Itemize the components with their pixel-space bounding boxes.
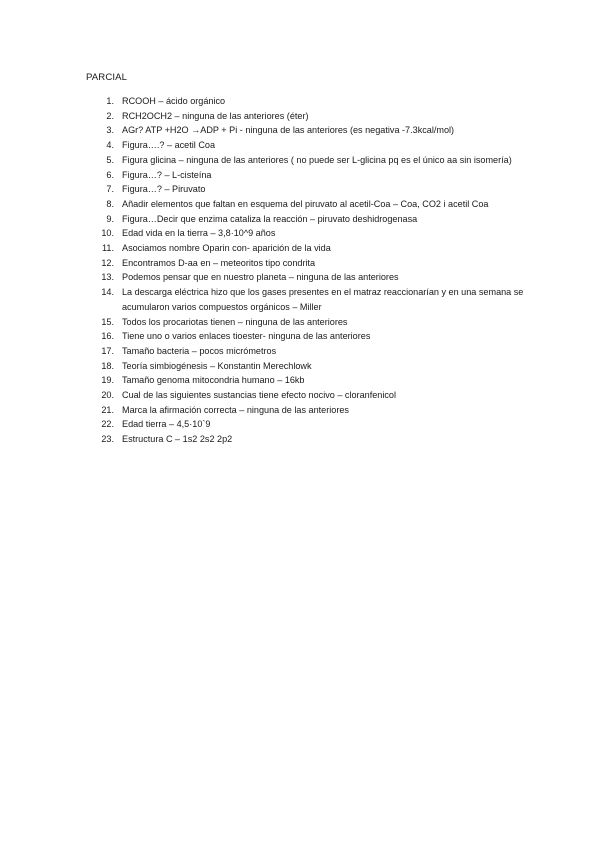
list-item-number: 16. xyxy=(101,331,114,342)
list-item-number: 20. xyxy=(101,390,114,401)
list-item-number: 17. xyxy=(101,345,114,356)
list-item-number: 22. xyxy=(101,419,114,430)
list-item xyxy=(86,197,526,212)
list-item xyxy=(86,359,526,374)
list-item xyxy=(86,373,526,388)
list-item-text: Tamaño genoma mitocondria humano – 16kb xyxy=(122,375,305,386)
list-item-text: Tiene uno o varios enlaces tioester- ninguna de las anteriores xyxy=(122,331,371,342)
list-item-text: Marca la afirmación correcta – ninguna de las anteriores xyxy=(122,404,349,415)
list-item-text: RCOOH – ácido orgánico xyxy=(122,96,226,106)
list-item-text: Figura glicina – ninguna de las anteriores ( no puede ser L-glicina pq es el único aa sin isomería) xyxy=(122,154,512,165)
list-item-number: 6. xyxy=(106,169,114,180)
list-item xyxy=(86,388,526,403)
list-item-number: 11. xyxy=(102,243,114,254)
list-item-number: 15. xyxy=(101,316,114,327)
list-item-text: Figura…? – L-cisteína xyxy=(122,169,212,180)
list-item xyxy=(86,138,526,153)
list-item xyxy=(86,123,526,138)
list-item xyxy=(86,212,526,227)
list-item-text: Cual de las siguientes sustancias tiene efecto nocivo – cloranfenicol xyxy=(122,390,396,401)
list-item-text: Todos los procariotas tienen – ninguna de las anteriores xyxy=(122,316,348,327)
list-item-text: Asociamos nombre Oparin con- aparición de la vida xyxy=(122,243,331,254)
list-item xyxy=(86,256,526,271)
list-item-text: La descarga eléctrica hizo que los gases presentes en el matraz reaccionarían y en una semana se acumularon varios compuestos orgánicos – Miller xyxy=(122,287,524,312)
list-item-number: 12. xyxy=(101,257,114,268)
list-item-text: Figura….? – acetil Coa xyxy=(122,140,216,151)
list-item-number: 7. xyxy=(106,184,114,195)
list-item xyxy=(86,226,526,241)
list-item-text: Figura…Decir que enzima cataliza la reacción – piruvato deshidrogenasa xyxy=(122,213,418,224)
list-item-number: 1. xyxy=(106,96,114,106)
list-item-text: Teoría simbiogénesis – Konstantin Merechlowk xyxy=(122,360,312,371)
list-item-number: 2. xyxy=(106,110,114,121)
list-item xyxy=(86,329,526,344)
list-item-number: 10. xyxy=(101,228,114,239)
list-item-number: 8. xyxy=(106,198,114,209)
list-item-number: 4. xyxy=(106,140,114,151)
list-item-text: Añadir elementos que faltan en esquema del piruvato al acetil-Coa – Coa, CO2 i acetil Coa xyxy=(122,198,489,209)
list-item-text: RCH2OCH2 – ninguna de las anteriores (éter) xyxy=(122,110,309,121)
list-item-text: Edad tierra – 4,5·10`9 xyxy=(122,419,211,430)
question-list xyxy=(86,94,526,447)
list-item-text: Estructura C – 1s2 2s2 2p2 xyxy=(122,434,233,445)
list-item xyxy=(86,344,526,359)
list-item-number: 14. xyxy=(101,287,114,298)
list-item-number: 5. xyxy=(106,154,114,165)
list-item xyxy=(86,241,526,256)
list-item xyxy=(86,285,526,314)
list-item-number: 3. xyxy=(106,125,114,136)
list-item xyxy=(86,270,526,285)
list-item-text: Figura…? – Piruvato xyxy=(122,184,206,195)
list-item xyxy=(86,168,526,183)
list-item-number: 23. xyxy=(101,434,114,445)
list-item-number: 13. xyxy=(101,272,114,283)
list-item xyxy=(86,403,526,418)
list-item-text: Podemos pensar que en nuestro planeta – ninguna de las anteriores xyxy=(122,272,399,283)
list-item xyxy=(86,417,526,432)
list-item xyxy=(86,153,526,168)
list-item-number: 18. xyxy=(101,360,114,371)
list-item-number: 19. xyxy=(101,375,114,386)
list-item xyxy=(86,432,526,447)
list-item-text: Encontramos D-aa en – meteoritos tipo condrita xyxy=(122,257,316,268)
list-item-text: AGr? ATP +H2O →ADP + Pi - ninguna de las anteriores (es negativa -7.3kcal/mol) xyxy=(122,125,455,136)
list-item-number: 21. xyxy=(101,404,114,415)
list-item-text: Tamaño bacteria – pocos micrómetros xyxy=(122,345,277,356)
list-item xyxy=(86,182,526,197)
list-item xyxy=(86,109,526,124)
list-item xyxy=(86,315,526,330)
document-title: PARCIAL xyxy=(86,72,128,83)
list-item xyxy=(86,94,526,109)
list-item-number: 9. xyxy=(106,213,114,224)
list-item-text: Edad vida en la tierra – 3,8·10^9 años xyxy=(122,228,276,239)
